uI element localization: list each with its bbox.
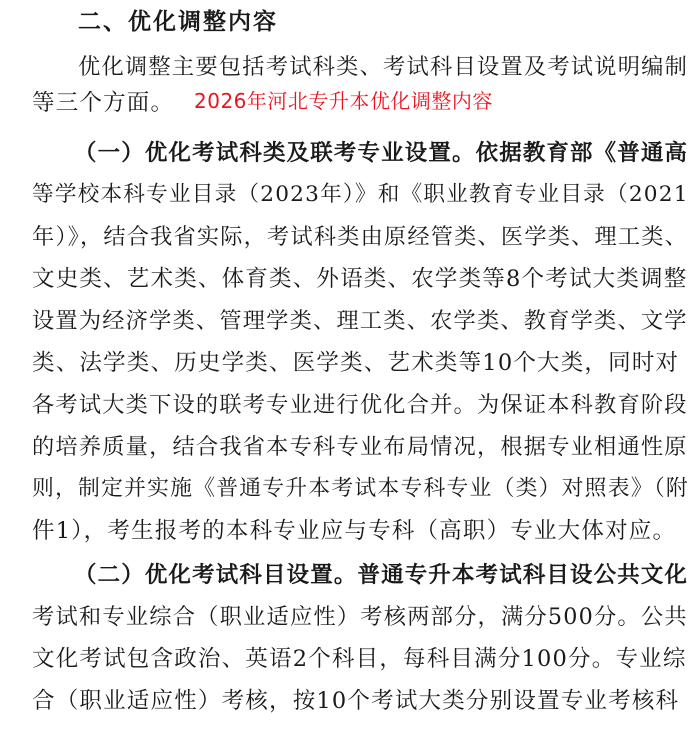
red-caption-overlay: 2026年河北专升本优化调整内容 (194, 89, 493, 113)
paragraph-line-15: 文化考试包含政治、英语2个科目，每科目满分100分。专业综 (32, 646, 687, 672)
paragraph-line-14: 考试和专业综合（职业适应性）考核两部分，满分500分。公共 (32, 604, 688, 630)
paragraph-line-6: 文史类、艺术类、体育类、外语类、农学类等8个考试大类调整 (32, 266, 688, 292)
paragraph-line-16: 合（职业适应性）考核，按10个考试大类分别设置专业考核科 (32, 688, 680, 714)
paragraph-line-12: 件1），考生报考的本科专业应与专科（高职）专业大体对应。 (32, 518, 677, 544)
paragraph-line-7: 设置为经济学类、管理学类、理工类、农学类、教育学类、文学 (32, 308, 688, 334)
paragraph-line-1: 优化调整主要包括考试科类、考试科目设置及考试说明编制 (78, 54, 689, 80)
paragraph-line-9: 各考试大类下设的联考专业进行优化合并。为保证本科教育阶段 (32, 392, 688, 418)
paragraph-line-4: 等学校本科专业目录（2023年）》和《职业教育专业目录（2021 (32, 182, 689, 207)
paragraph-line-10: 的培养质量，结合我省本专科专业布局情况，根据专业相通性原 (32, 434, 688, 460)
paragraph-line-8: 类、法学类、历史学类、医学类、艺术类等10个大类，同时对 (32, 350, 680, 376)
paragraph-line-11: 则，制定并实施《普通专升本考试本专科专业（类）对照表》（附 (32, 476, 689, 501)
paragraph-line-2: 等三个方面。 (32, 90, 175, 116)
paragraph-line-13: （二）优化考试科目设置。普通专升本考试科目设公共文化 (74, 562, 689, 588)
paragraph-line-3: （一）优化考试科类及联考专业设置。依据教育部《普通高 (74, 140, 689, 166)
paragraph-line-5: 年）》，结合我省实际，考试科类由原经管类、医学类、理工类、 (32, 224, 689, 250)
section-heading: 二、优化调整内容 (78, 9, 278, 35)
